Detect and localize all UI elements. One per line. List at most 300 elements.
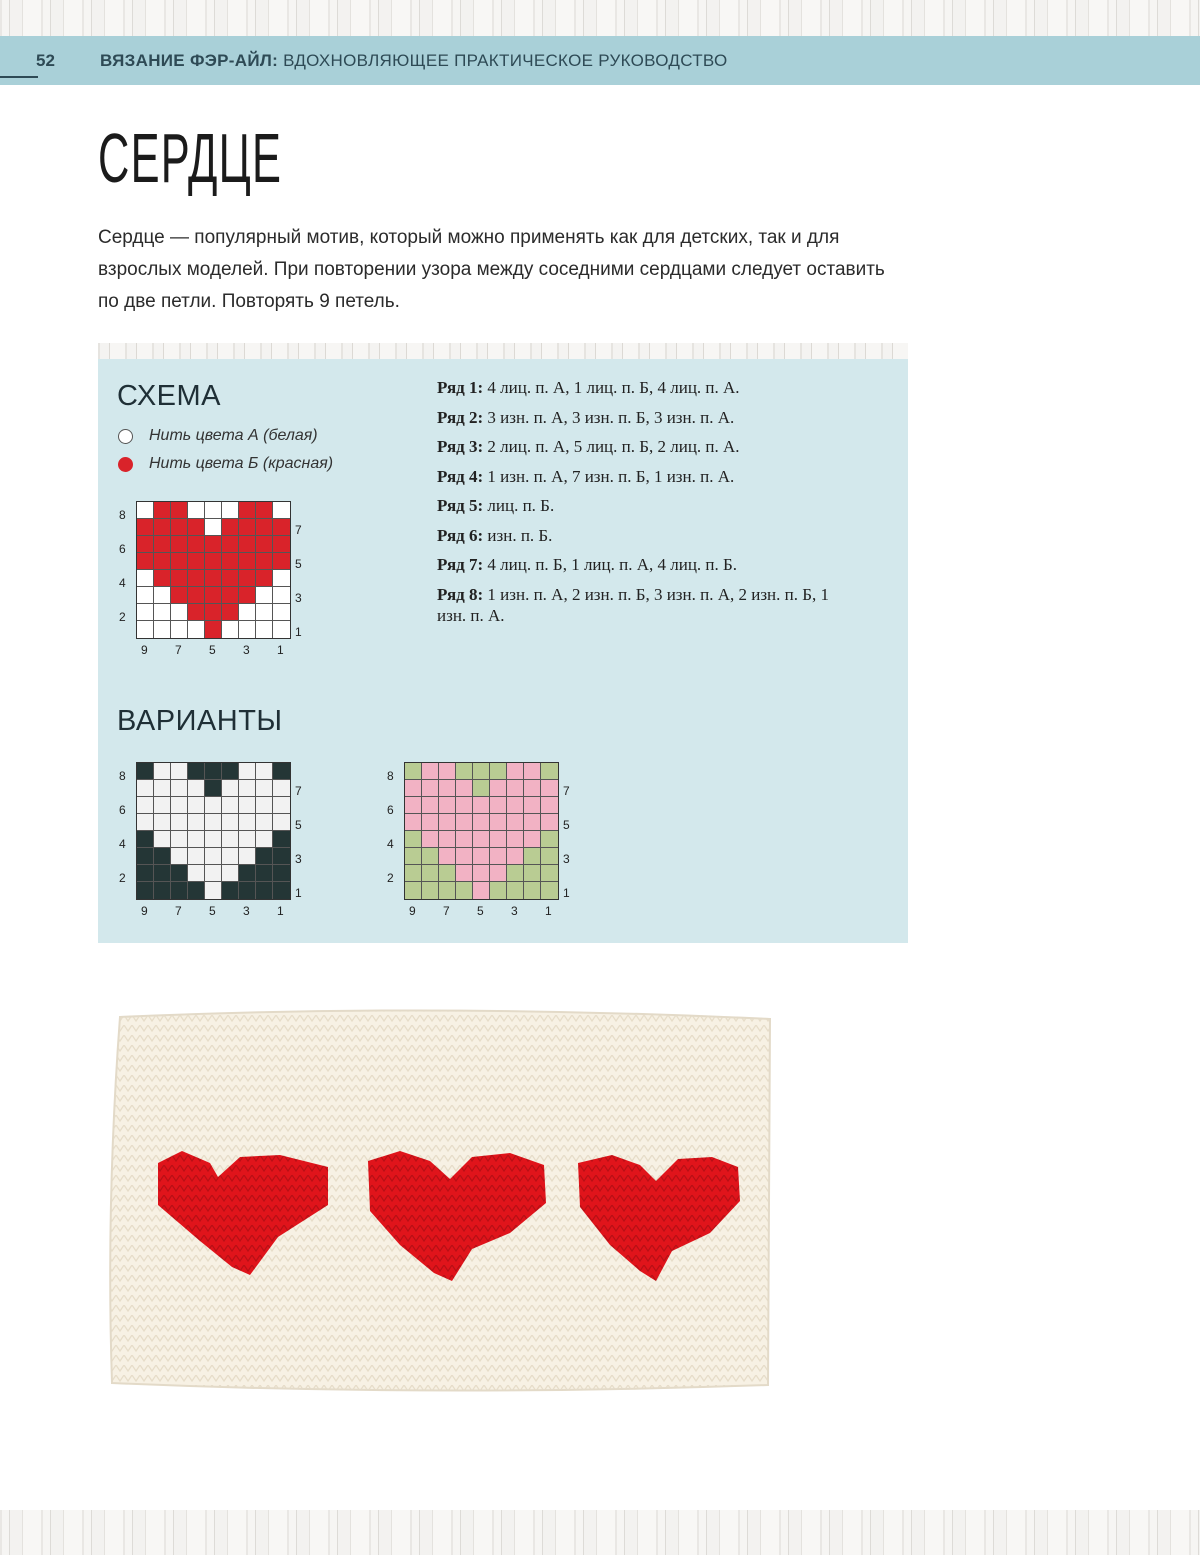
chart-cell: [273, 865, 290, 882]
chart-cell: [439, 831, 456, 848]
chart-cell: [422, 848, 439, 865]
chart-cell: [188, 519, 205, 536]
stitch-number: 3: [243, 643, 250, 657]
row-number-left: 2: [119, 610, 126, 624]
chart-cell: [171, 570, 188, 587]
chart-cell: [239, 831, 256, 848]
chart-cell: [188, 587, 205, 604]
chart-cell: [239, 502, 256, 519]
chart-cell: [154, 848, 171, 865]
panel-wood-strip: [98, 343, 908, 359]
chart-cell: [439, 797, 456, 814]
row-label: Ряд 8:: [437, 584, 484, 604]
chart-cell: [222, 502, 239, 519]
chart-cell: [137, 604, 154, 621]
color-legend: [118, 422, 333, 478]
chart-cell: [456, 797, 473, 814]
row-text: 2 лиц. п. А, 5 лиц. п. Б, 2 лиц. п. А.: [487, 437, 740, 456]
chart-grid: [136, 762, 291, 900]
chart-cell: [222, 553, 239, 570]
row-label: Ряд 5:: [437, 496, 484, 515]
chart-cell: [524, 814, 541, 831]
chart-cell: [171, 587, 188, 604]
stitch-number: 9: [409, 904, 416, 918]
chart-cell: [256, 848, 273, 865]
stitch-number: 7: [175, 904, 182, 918]
chart-cell: [205, 502, 222, 519]
chart-cell: [439, 763, 456, 780]
chart-cell: [490, 882, 507, 899]
chart-cell: [256, 553, 273, 570]
chart-cell: [222, 519, 239, 536]
chart-cell: [405, 797, 422, 814]
chart-cell: [439, 780, 456, 797]
chart-cell: [273, 536, 290, 553]
chart-cell: [205, 604, 222, 621]
chart-cell: [524, 865, 541, 882]
row-label: Ряд 4:: [437, 466, 484, 486]
chart-cell: [473, 763, 490, 780]
chart-cell: [188, 797, 205, 814]
chart-cell: [273, 831, 290, 848]
chart-cell: [205, 553, 222, 570]
book-title: [100, 51, 728, 71]
chart-cell: [137, 553, 154, 570]
chart-cell: [256, 780, 273, 797]
chart-cell: [456, 780, 473, 797]
chart-cell: [456, 865, 473, 882]
chart-cell: [541, 763, 558, 780]
chart-cell: [222, 865, 239, 882]
stitch-number: 9: [141, 643, 148, 657]
chart-cell: [256, 519, 273, 536]
chart-cell: [524, 797, 541, 814]
stitch-number: 3: [511, 904, 518, 918]
chart-cell: [405, 882, 422, 899]
chart-cell: [256, 621, 273, 638]
chart-cell: [256, 570, 273, 587]
chart-cell: [473, 797, 490, 814]
chart-cell: [188, 553, 205, 570]
chart-cell: [222, 763, 239, 780]
chart-cell: [222, 587, 239, 604]
chart-cell: [188, 570, 205, 587]
knitted-swatch-photo: [100, 1005, 775, 1395]
chart-cell: [524, 831, 541, 848]
chart-cell: [154, 587, 171, 604]
book-title-bold: ВЯЗАНИЕ ФЭР-АЙЛ:: [100, 51, 279, 70]
chart-cell: [239, 587, 256, 604]
row-number-left: 4: [119, 837, 126, 851]
chart-cell: [507, 797, 524, 814]
chart-cell: [222, 814, 239, 831]
chart-cell: [154, 570, 171, 587]
row-number-right: 3: [295, 852, 302, 866]
chart-cell: [405, 865, 422, 882]
chart-cell: [171, 519, 188, 536]
chart-cell: [541, 831, 558, 848]
chart-cell: [273, 604, 290, 621]
chart-cell: [507, 814, 524, 831]
row-instruction: [437, 554, 857, 576]
chart-cell: [171, 865, 188, 882]
book-title-rest: ВДОХНОВЛЯЮЩЕЕ ПРАКТИЧЕСКОЕ РУКОВОДСТВО: [283, 51, 728, 70]
chart-cell: [154, 865, 171, 882]
row-label: Ряд 3:: [437, 437, 484, 456]
stitch-number: 5: [209, 904, 216, 918]
chart-cell: [541, 848, 558, 865]
stitch-number: 7: [175, 643, 182, 657]
chart-cell: [439, 848, 456, 865]
chart-cell: [490, 780, 507, 797]
chart-cell: [137, 502, 154, 519]
row-text: 3 изн. п. А, 3 изн. п. Б, 3 изн. п. А.: [487, 407, 735, 427]
chart-cell: [154, 553, 171, 570]
chart-cell: [222, 831, 239, 848]
chart-cell: [188, 848, 205, 865]
chart-cell: [273, 502, 290, 519]
chart-cell: [422, 814, 439, 831]
chart-cell: [239, 570, 256, 587]
chart-cell: [205, 621, 222, 638]
row-number-right: 5: [295, 557, 302, 571]
row-number-left: 6: [119, 803, 126, 817]
chart-cell: [473, 831, 490, 848]
chart-cell: [205, 570, 222, 587]
row-number-right: 3: [295, 591, 302, 605]
chart-cell: [205, 763, 222, 780]
chart-cell: [137, 882, 154, 899]
chart-cell: [137, 621, 154, 638]
chart-cell: [239, 814, 256, 831]
chart-cell: [171, 763, 188, 780]
chart-cell: [171, 536, 188, 553]
chart-cell: [188, 536, 205, 553]
chart-cell: [137, 831, 154, 848]
row-text: лиц. п. Б.: [487, 496, 555, 515]
chart-grid: [136, 501, 291, 639]
chart-cell: [422, 882, 439, 899]
chart-cell: [154, 604, 171, 621]
chart-cell: [154, 536, 171, 553]
chart-cell: [490, 763, 507, 780]
chart-cell: [524, 780, 541, 797]
chart-cell: [205, 831, 222, 848]
chart-cell: [205, 814, 222, 831]
chart-cell: [273, 882, 290, 899]
stitch-number: 7: [443, 904, 450, 918]
chart-cell: [137, 814, 154, 831]
chart-cell: [507, 848, 524, 865]
chart-cell: [137, 797, 154, 814]
row-number-left: 2: [387, 871, 394, 885]
chart-cell: [154, 502, 171, 519]
stitch-number: 3: [243, 904, 250, 918]
chart-cell: [256, 814, 273, 831]
scheme-heading: СХЕМА: [117, 380, 221, 412]
chart-cell: [205, 865, 222, 882]
row-number-right: 7: [295, 523, 302, 537]
chart-cell: [273, 570, 290, 587]
chart-cell: [256, 882, 273, 899]
chart-cell: [205, 519, 222, 536]
chart-cell: [456, 882, 473, 899]
row-number-right: 3: [563, 852, 570, 866]
chart-cell: [507, 865, 524, 882]
chart-cell: [422, 763, 439, 780]
chart-cell: [256, 502, 273, 519]
chart-cell: [541, 814, 558, 831]
chart-cell: [137, 763, 154, 780]
chart-cell: [239, 763, 256, 780]
row-number-right: 1: [563, 886, 570, 900]
chart-cell: [222, 780, 239, 797]
page-title: СЕРДЦЕ: [98, 119, 283, 197]
chart-cell: [439, 865, 456, 882]
chart-cell: [256, 763, 273, 780]
chart-cell: [137, 519, 154, 536]
chart-cell: [137, 780, 154, 797]
stitch-number: 9: [141, 904, 148, 918]
chart-cell: [222, 848, 239, 865]
chart-cell: [507, 882, 524, 899]
row-number-right: 1: [295, 886, 302, 900]
row-number-left: 6: [387, 803, 394, 817]
chart-cell: [137, 865, 154, 882]
row-number-right: 1: [295, 625, 302, 639]
chart-cell: [171, 797, 188, 814]
chart-cell: [422, 797, 439, 814]
row-instructions: [437, 377, 857, 635]
chart-cell: [273, 587, 290, 604]
chart-cell: [439, 882, 456, 899]
row-number-right: 7: [295, 784, 302, 798]
chart-cell: [405, 814, 422, 831]
chart-cell: [171, 621, 188, 638]
stitch-number: 1: [545, 904, 552, 918]
row-number-left: 4: [387, 837, 394, 851]
chart-cell: [205, 882, 222, 899]
row-number-left: 2: [119, 871, 126, 885]
chart-cell: [473, 865, 490, 882]
stitch-number: 5: [477, 904, 484, 918]
chart-cell: [273, 553, 290, 570]
chart-cell: [473, 882, 490, 899]
row-instruction: [437, 525, 857, 547]
legend-label-b: Нить цвета Б (красная): [149, 455, 334, 472]
chart-cell: [188, 604, 205, 621]
chart-cell: [239, 848, 256, 865]
row-number-left: 8: [387, 769, 394, 783]
chart-cell: [490, 831, 507, 848]
chart-cell: [456, 848, 473, 865]
row-number-right: 5: [563, 818, 570, 832]
variants-heading: ВАРИАНТЫ: [117, 705, 283, 737]
chart-cell: [137, 848, 154, 865]
row-instruction: [437, 377, 857, 399]
chart-cell: [154, 780, 171, 797]
legend-label-a: Нить цвета А (белая): [149, 427, 318, 444]
chart-cell: [171, 848, 188, 865]
chart-cell: [490, 797, 507, 814]
chart-cell: [541, 865, 558, 882]
chart-cell: [490, 848, 507, 865]
row-number-left: 4: [119, 576, 126, 590]
chart-cell: [222, 621, 239, 638]
row-label: Ряд 2:: [437, 407, 484, 427]
chart-cell: [507, 780, 524, 797]
chart-cell: [405, 780, 422, 797]
chart-cell: [456, 831, 473, 848]
chart-cell: [222, 536, 239, 553]
intro-paragraph: Сердце — популярный мотив, который можно применять как для детских, так и для взрослых моделей. При повторении узора между соседними сердцами следует оставить по две петли. Повторять 9 петель.: [98, 227, 885, 312]
chart-cell: [171, 604, 188, 621]
chart-cell: [171, 814, 188, 831]
row-number-left: 6: [119, 542, 126, 556]
chart-cell: [222, 797, 239, 814]
row-instruction: [437, 495, 857, 517]
chart-cell: [256, 536, 273, 553]
stitch-number: 1: [277, 904, 284, 918]
row-number-left: 8: [119, 508, 126, 522]
page-number: 52: [36, 51, 55, 70]
chart-cell: [239, 882, 256, 899]
chart-cell: [256, 831, 273, 848]
chart-cell: [137, 536, 154, 553]
row-instruction: [437, 466, 857, 488]
chart-grid: [404, 762, 559, 900]
chart-cell: [273, 519, 290, 536]
chart-cell: [473, 814, 490, 831]
chart-cell: [154, 797, 171, 814]
chart-cell: [205, 848, 222, 865]
chart-cell: [456, 763, 473, 780]
chart-cell: [239, 553, 256, 570]
header-rule: [0, 76, 38, 78]
stitch-number: 1: [277, 643, 284, 657]
chart-cell: [405, 848, 422, 865]
chart-cell: [154, 519, 171, 536]
legend-item-a: [118, 422, 333, 450]
chart-cell: [524, 882, 541, 899]
chart-cell: [239, 797, 256, 814]
chart-cell: [171, 502, 188, 519]
chart-cell: [422, 831, 439, 848]
chart-cell: [137, 570, 154, 587]
chart-cell: [256, 797, 273, 814]
white-yarn-dot-icon: [118, 429, 133, 444]
chart-cell: [422, 780, 439, 797]
row-text: 1 изн. п. А, 2 изн. п. Б, 3 изн. п. А, 2 изн. п. Б, 1 изн. п. А.: [437, 584, 830, 625]
chart-cell: [541, 797, 558, 814]
chart-cell: [239, 519, 256, 536]
chart-cell: [222, 604, 239, 621]
chart-cell: [273, 797, 290, 814]
chart-cell: [273, 763, 290, 780]
chart-cell: [405, 763, 422, 780]
wood-background-bottom: [0, 1510, 1200, 1555]
chart-cell: [171, 831, 188, 848]
chart-cell: [205, 780, 222, 797]
chart-cell: [188, 814, 205, 831]
row-number-right: 7: [563, 784, 570, 798]
chart-cell: [239, 536, 256, 553]
chart-cell: [256, 604, 273, 621]
chart-cell: [205, 797, 222, 814]
chart-cell: [541, 882, 558, 899]
chart-cell: [490, 814, 507, 831]
chart-cell: [524, 763, 541, 780]
chart-cell: [473, 780, 490, 797]
wood-background-top: [0, 0, 1200, 36]
chart-cell: [154, 882, 171, 899]
chart-cell: [507, 831, 524, 848]
running-header: [0, 36, 1200, 85]
chart-cell: [205, 587, 222, 604]
chart-cell: [273, 848, 290, 865]
chart-cell: [188, 621, 205, 638]
row-label: Ряд 6:: [437, 525, 484, 545]
red-yarn-dot-icon: [118, 457, 133, 472]
chart-cell: [524, 848, 541, 865]
chart-cell: [541, 780, 558, 797]
stitch-number: 5: [209, 643, 216, 657]
chart-cell: [171, 882, 188, 899]
chart-cell: [222, 570, 239, 587]
chart-cell: [188, 780, 205, 797]
row-number-left: 8: [119, 769, 126, 783]
row-instruction: [437, 436, 857, 458]
chart-cell: [490, 865, 507, 882]
chart-cell: [273, 621, 290, 638]
chart-cell: [239, 780, 256, 797]
chart-cell: [239, 621, 256, 638]
chart-cell: [188, 882, 205, 899]
chart-cell: [456, 814, 473, 831]
chart-cell: [154, 621, 171, 638]
chart-cell: [239, 865, 256, 882]
chart-cell: [256, 587, 273, 604]
chart-cell: [405, 831, 422, 848]
row-text: 4 лиц. п. Б, 1 лиц. п. А, 4 лиц. п. Б.: [487, 555, 738, 574]
row-number-right: 5: [295, 818, 302, 832]
row-instruction: [437, 584, 857, 627]
chart-cell: [205, 536, 222, 553]
chart-cell: [188, 865, 205, 882]
chart-cell: [171, 553, 188, 570]
chart-cell: [154, 814, 171, 831]
chart-cell: [422, 865, 439, 882]
chart-cell: [154, 763, 171, 780]
row-text: 1 изн. п. А, 7 изн. п. Б, 1 изн. п. А.: [487, 466, 735, 486]
chart-cell: [171, 780, 188, 797]
chart-cell: [507, 763, 524, 780]
chart-cell: [473, 848, 490, 865]
row-text: 4 лиц. п. А, 1 лиц. п. Б, 4 лиц. п. А.: [487, 378, 740, 397]
chart-cell: [239, 604, 256, 621]
legend-item-b: [118, 450, 333, 478]
row-instruction: [437, 407, 857, 429]
chart-cell: [188, 502, 205, 519]
chart-cell: [137, 587, 154, 604]
chart-cell: [154, 831, 171, 848]
chart-cell: [188, 763, 205, 780]
row-label: Ряд 7:: [437, 555, 484, 574]
chart-cell: [222, 882, 239, 899]
chart-cell: [439, 814, 456, 831]
row-text: изн. п. Б.: [487, 525, 553, 545]
chart-cell: [273, 814, 290, 831]
